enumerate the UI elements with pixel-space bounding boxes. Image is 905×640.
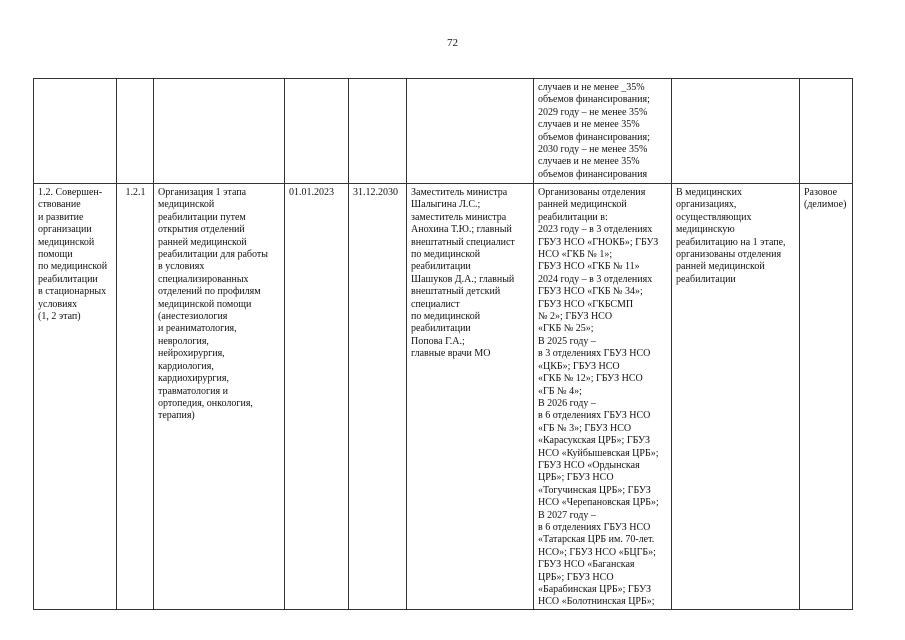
cell-result: случаев и не менее _35% объемов финансирования; 2029 году – не менее 35% случаев и не менее 35% объемов финансирования; 2030 году – не менее 35% случаев и не менее 35% объемов финансирования xyxy=(534,79,672,184)
cell-activity xyxy=(154,79,285,184)
page-number: 72 xyxy=(447,37,458,49)
cell-responsible xyxy=(407,79,534,184)
cell-responsible: Заместитель министра Шалыгина Л.С.; заместитель министра Анохина Т.Ю.; главный внештатный специалист по медицинской реабилитации Шашуков Д.А.; главный внештатный детский специалист по медицинской реабилитации Попова Г.А.; главные врачи МО xyxy=(407,184,534,610)
table-row xyxy=(34,184,853,610)
cell-code: 1.2.1 xyxy=(117,184,154,610)
cell-code xyxy=(117,79,154,184)
cell-end-date xyxy=(349,79,407,184)
plan-table xyxy=(33,78,853,610)
cell-type: Разовое (делимое) xyxy=(800,184,853,610)
cell-start-date: 01.01.2023 xyxy=(285,184,349,610)
cell-section: 1.2. Совершен- ствование и развитие организации медицинской помощи по медицинской реабилитации в стационарных условиях (1, 2 этап) xyxy=(34,184,117,610)
table-row xyxy=(34,79,853,184)
cell-indicator xyxy=(672,79,800,184)
cell-end-date: 31.12.2030 xyxy=(349,184,407,610)
cell-result: Организованы отделения ранней медицинской реабилитации в: 2023 году – в 3 отделениях ГБУЗ НСО «ГНОКБ»; ГБУЗ НСО «ГКБ № 1»; ГБУЗ НСО «ГКБ № 11» 2024 году – в 3 отделениях ГБУЗ НСО «ГКБ № 34»; ГБУЗ НСО «ГКБСМП № 2»; ГБУЗ НСО «ГКБ № 25»; В 2025 году – в 3 отделениях ГБУЗ НСО «ЦКБ»; ГБУЗ НСО «ГКБ № 12»; ГБУЗ НСО «ГБ № 4»; В 2026 году – в 6 отделениях ГБУЗ НСО «ГБ № 3»; ГБУЗ НСО «Карасукская ЦРБ»; ГБУЗ НСО «Куйбышевская ЦРБ»; ГБУЗ НСО «Ордынская ЦРБ»; ГБУЗ НСО «Тогучинская ЦРБ»; ГБУЗ НСО «Черепановская ЦРБ»; В 2027 году – в 6 отделениях ГБУЗ НСО «Татарская ЦРБ им. 70-лет. НСО»; ГБУЗ НСО «БЦГБ»; ГБУЗ НСО «Баганская ЦРБ»; ГБУЗ НСО «Барабинская ЦРБ»; ГБУЗ НСО «Болотнинская ЦРБ»; xyxy=(534,184,672,610)
cell-start-date xyxy=(285,79,349,184)
cell-activity: Организация 1 этапа медицинской реабилитации путем открытия отделений ранней медицинской реабилитации для работы в условиях специализированных отделений по профилям медицинской помощи (анестезиология и реаниматология, неврология, нейрохирургия, кардиология, кардиохирургия, травматология и ортопедия, онкология, терапия) xyxy=(154,184,285,610)
cell-type xyxy=(800,79,853,184)
cell-indicator: В медицинских организациях, осуществляющих медицинскую реабилитацию на 1 этапе, организованы отделения ранней медицинской реабилитации xyxy=(672,184,800,610)
cell-section xyxy=(34,79,117,184)
